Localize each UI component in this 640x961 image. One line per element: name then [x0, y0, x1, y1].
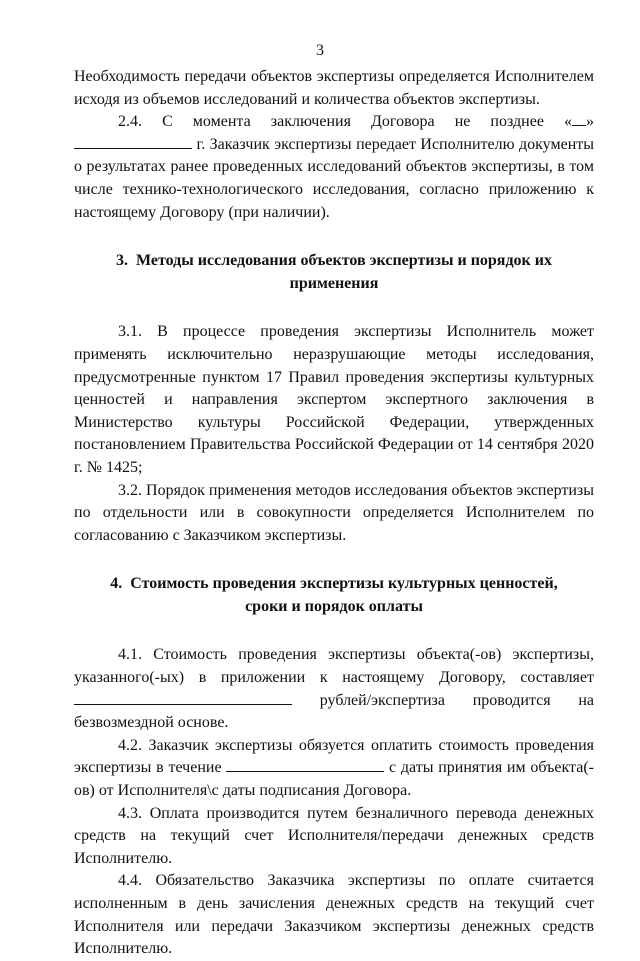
section-4-title-line1: Стоимость проведения экспертизы культурных ценностей, — [130, 575, 558, 593]
section-4-number: 4. — [110, 575, 123, 593]
paragraph-4-1 — [74, 644, 594, 734]
page-number: 3 — [316, 42, 324, 59]
section-4-title-line2: сроки и порядок оплаты — [245, 597, 423, 615]
paragraph-3-2: 3.2. Порядок применения методов исследования объектов экспертизы по отдельности или в совокупности определяется Исполнителем по согласованию с Заказчиком экспертизы. — [74, 481, 594, 544]
term-blank — [226, 757, 384, 772]
paragraph-4-3: 4.3. Оплата производится путем безналичного перевода денежных средств на текущий счет Исполнителя/передачи денежных средств Исполнителю. — [74, 804, 594, 867]
paragraph-4-1-text-end: рублей/экспертиза проводится на безвозмездной основе. — [74, 691, 594, 732]
paragraph-2-4-text-start: 2.4. С момента заключения Договора не позднее « — [118, 113, 572, 131]
section-3-heading — [74, 250, 594, 295]
paragraph-4-2-text-end: с даты принятия им объекта(-ов) от Исполнителя\с даты подписания Договора. — [74, 759, 594, 800]
amount-blank — [74, 690, 292, 705]
day-blank — [572, 111, 586, 126]
paragraph-2-4-text-end: Заказчик экспертизы передает Исполнителю документы о результатах ранее проведенных исследований объектов экспертизы, в том числе технико-технологического исследования, согласно приложению к настоящему Договору (при наличии). — [74, 135, 594, 221]
section-3-number: 3. — [116, 252, 128, 270]
paragraph-4-4: 4.4. Обязательство Заказчика экспертизы по оплате считается исполненным в день зачисления денежных средств на текущий счет Исполнителя или передачи Заказчиком экспертизы денежных средств Исполнителю. — [74, 872, 594, 958]
paragraph-3-1: 3.1. В процессе проведения экспертизы Исполнитель может применять исключительно неразрушающие методы исследования, предусмотренные пунктом 17 Правил проведения экспертизы культурных ценностей и направления экспертом экспертного заключения в Министерство культуры Российской Федерации, утвержденных постановлением Правительства Российской Федерации от 14 сентября 2020 г. № 1425; — [74, 323, 594, 476]
paragraph-4-2-text-start: 4.2. Заказчик экспертизы обязуется оплатить стоимость проведения экспертизы в течение — [74, 736, 594, 777]
year-abbrev: г. — [196, 135, 206, 153]
paragraph-4-2 — [74, 735, 594, 803]
section-3-title: Методы исследования объектов экспертизы и порядок их применения — [136, 252, 552, 292]
paragraph-4-1-text-start: 4.1. Стоимость проведения экспертизы объекта(-ов) экспертизы, указанного(-ых) в приложении к настоящему Договору, составляет — [74, 646, 594, 687]
document-body — [74, 66, 594, 961]
section-4-heading — [74, 573, 594, 618]
month-blank — [74, 134, 192, 149]
paragraph-2-4 — [74, 111, 594, 224]
paragraph-2-3-continuation: Необходимость передачи объектов экспертизы определяется Исполнителем исходя из объемов исследований и количества объектов экспертизы. — [74, 68, 594, 108]
quote-close: » — [586, 113, 594, 131]
